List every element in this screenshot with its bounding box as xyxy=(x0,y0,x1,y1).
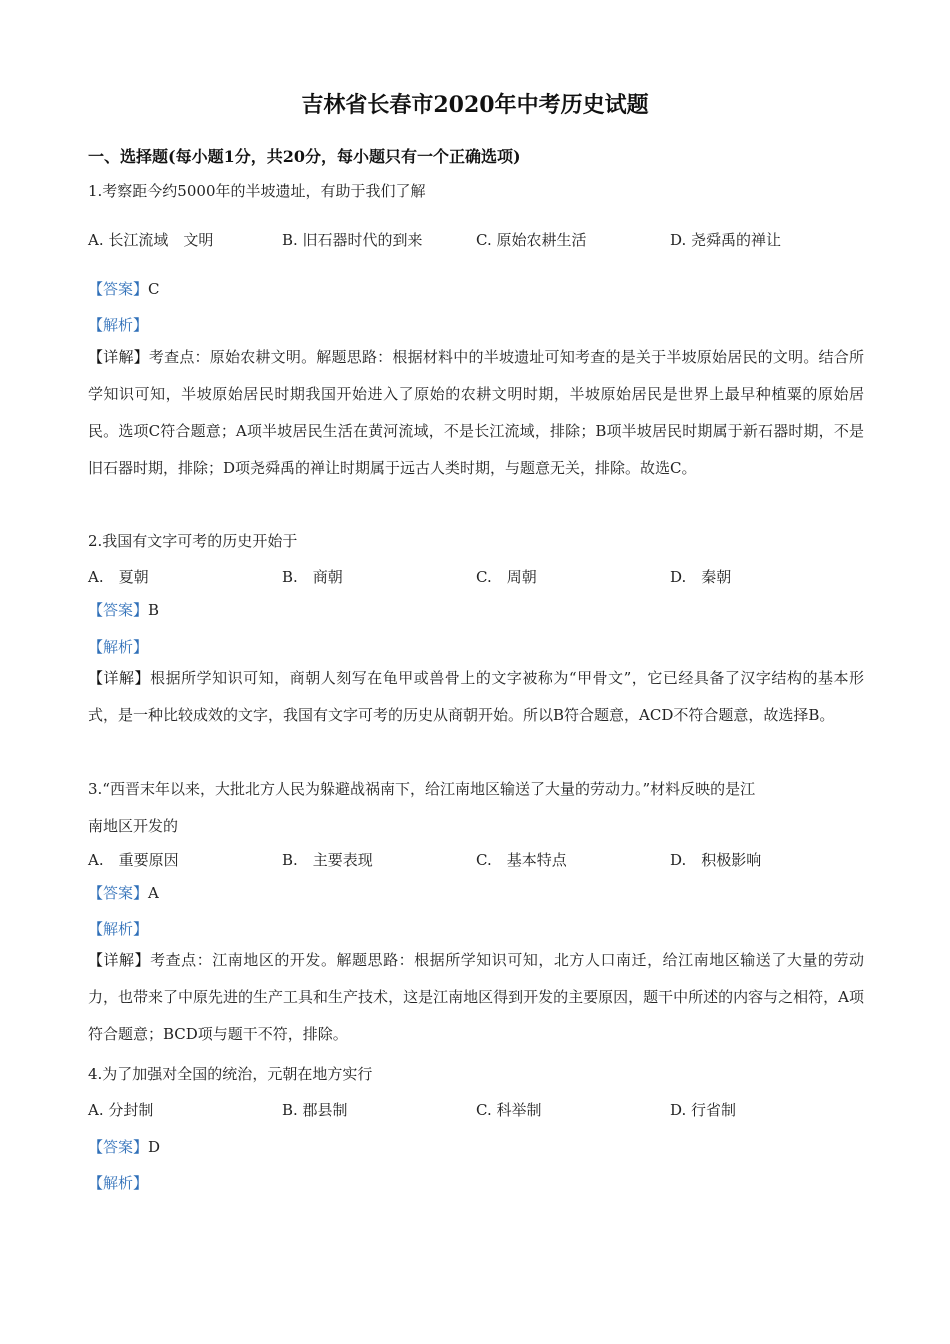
q4-option-c: C. 科举制 xyxy=(476,1101,542,1119)
section-heading: 一、选择题(每小题1分，共20分，每小题只有一个正确选项) xyxy=(88,147,521,166)
question-2-stem: 2.我国有文字可考的历史开始于 xyxy=(88,532,298,550)
answer-value: D xyxy=(148,1138,161,1156)
q2-option-a: A. 夏朝 xyxy=(88,568,149,586)
q2-option-d: D. 秦朝 xyxy=(670,568,732,586)
q1-option-c: C. 原始农耕生活 xyxy=(476,231,587,249)
answer-value: A xyxy=(148,884,159,902)
q1-option-a: A. 长江流域 文明 xyxy=(88,231,214,249)
answer-label: 【答案】 xyxy=(88,601,149,619)
q4-analysis-label xyxy=(88,1172,148,1193)
answer-label: 【答案】 xyxy=(88,280,149,298)
q3-option-a: A. 重要原因 xyxy=(88,851,179,869)
detail-label: 【详解】 xyxy=(88,348,149,366)
detail-text: 考查点：原始农耕文明。解题思路：根据材料中的半坡遗址可知考查的是关于半坡原始居民的文明。结合所学知识可知，半坡原始居民时期我国开始进入了原始的农耕文明时期，半坡原始居民是世界上最早种植粟的原始居民。选项C符合题意；A项半坡居民生活在黄河流域，不是长江流域，排除；B项半坡居民时期属于新石器时期，不是旧石器时期，排除；D项尧舜禹的禅让时期属于远古人类时期，与题意无关，排除。故选C。 xyxy=(88,348,864,477)
analysis-label: 【解析】 xyxy=(88,1174,149,1192)
q3-option-c: C. 基本特点 xyxy=(476,851,567,869)
detail-text: 考查点：江南地区的开发。解题思路：根据所学知识可知，北方人口南迁，给江南地区输送了大量的劳动力，也带来了中原先进的生产工具和生产技术，这是江南地区得到开发的主要原因，题干中所述的内容与之相符，A项符合题意；BCD项与题干不符，排除。 xyxy=(88,951,864,1043)
question-3-stem-line1: 3.“西晋末年以来，大批北方人民为躲避战祸南下，给江南地区输送了大量的劳动力。”材料反映的是江 xyxy=(88,780,756,798)
q3-detail xyxy=(88,942,864,1053)
q1-option-d: D. 尧舜禹的禅让 xyxy=(670,231,782,249)
q4-option-a: A. 分封制 xyxy=(88,1101,154,1119)
q1-answer xyxy=(88,278,160,299)
q2-option-c: C. 周朝 xyxy=(476,568,537,586)
answer-value: C xyxy=(148,280,160,298)
q3-analysis-label xyxy=(88,918,148,939)
q2-detail xyxy=(88,660,864,734)
q3-option-d: D. 积极影响 xyxy=(670,851,762,869)
question-3-stem-line2: 南地区开发的 xyxy=(88,817,179,835)
q1-detail xyxy=(88,339,864,487)
answer-label: 【答案】 xyxy=(88,1138,149,1156)
answer-label: 【答案】 xyxy=(88,884,149,902)
analysis-label: 【解析】 xyxy=(88,316,149,334)
q1-analysis-label xyxy=(88,314,148,335)
q2-answer xyxy=(88,599,159,620)
question-4-stem: 4.为了加强对全国的统治，元朝在地方实行 xyxy=(88,1065,373,1083)
q4-option-b: B. 郡县制 xyxy=(282,1101,348,1119)
q3-option-b: B. 主要表现 xyxy=(282,851,373,869)
answer-value: B xyxy=(148,601,160,619)
q4-option-d: D. 行省制 xyxy=(670,1101,737,1119)
q3-answer xyxy=(88,882,159,903)
detail-text: 根据所学知识可知，商朝人刻写在龟甲或兽骨上的文字被称为“甲骨文”，它已经具备了汉字结构的基本形式，是一种比较成效的文字，我国有文字可考的历史从商朝开始。所以B符合题意，ACD不符合题意，故选择B。 xyxy=(88,669,864,724)
detail-label: 【详解】 xyxy=(88,951,151,969)
q2-option-b: B. 商朝 xyxy=(282,568,343,586)
analysis-label: 【解析】 xyxy=(88,920,149,938)
q1-option-b: B. 旧石器时代的到来 xyxy=(282,231,423,249)
q2-analysis-label xyxy=(88,636,148,657)
page-title: 吉林省长春市2020年中考历史试题 xyxy=(301,92,649,118)
analysis-label: 【解析】 xyxy=(88,638,149,656)
detail-label: 【详解】 xyxy=(88,669,151,687)
question-1-stem: 1.考察距今约5000年的半坡遗址，有助于我们了解 xyxy=(88,182,426,200)
q4-answer xyxy=(88,1136,160,1157)
